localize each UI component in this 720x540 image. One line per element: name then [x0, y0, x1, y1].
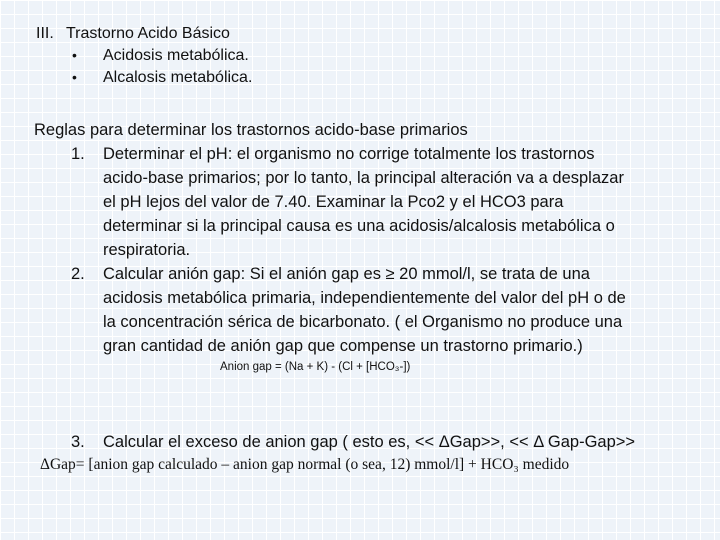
bullet-icon: •: [72, 69, 77, 85]
anion-gap-formula: Anion gap = (Na + K) - (Cl + [HCO₃-]): [220, 361, 411, 373]
list-number: 1.: [71, 145, 85, 163]
rules-heading: Reglas para determinar los trastornos acido-base primarios: [34, 121, 468, 139]
bullet-item: Alcalosis metabólica.: [103, 69, 253, 86]
rule-text-line: respiratoria.: [103, 241, 191, 259]
delta-gap-formula: ΔGap= [anion gap calculado – anion gap normal (o sea, 12) mmol/l] + HCO₃ medido: [40, 456, 570, 473]
rule-text-line: la concentración sérica de bicarbonato. ( el Organismo no produce una: [103, 313, 623, 331]
rule-text-line: Calcular el exceso de anion gap ( esto es, << ΔGap>>, << Δ Gap-Gap>>: [103, 433, 636, 451]
rule-text-line: determinar si la principal causa es una acidosis/alcalosis metabólica o: [103, 217, 615, 235]
bullet-item: Acidosis metabólica.: [103, 47, 249, 64]
rule-text-line: el pH lejos del valor de 7.40. Examinar la Pco2 y el HCO3 para: [103, 193, 564, 211]
bullet-icon: •: [72, 47, 77, 63]
section-number: III.: [36, 25, 54, 42]
rule-text-line: acidosis metabólica primaria, independientemente del valor del pH o de: [103, 289, 626, 307]
list-number: 2.: [71, 265, 85, 283]
rule-text-line: Calcular anión gap: Si el anión gap es ≥ 20 mmol/l, se trata de una: [103, 265, 590, 283]
rule-text-line: gran cantidad de anión gap que compense un trastorno primario.): [103, 337, 583, 355]
rule-text-line: acido-base primarios; por lo tanto, la principal alteración va a desplazar: [103, 169, 624, 187]
rule-text-line: Determinar el pH: el organismo no corrige totalmente los trastornos: [103, 145, 595, 163]
list-number: 3.: [71, 433, 85, 451]
section-title: Trastorno Acido Básico: [66, 25, 230, 42]
